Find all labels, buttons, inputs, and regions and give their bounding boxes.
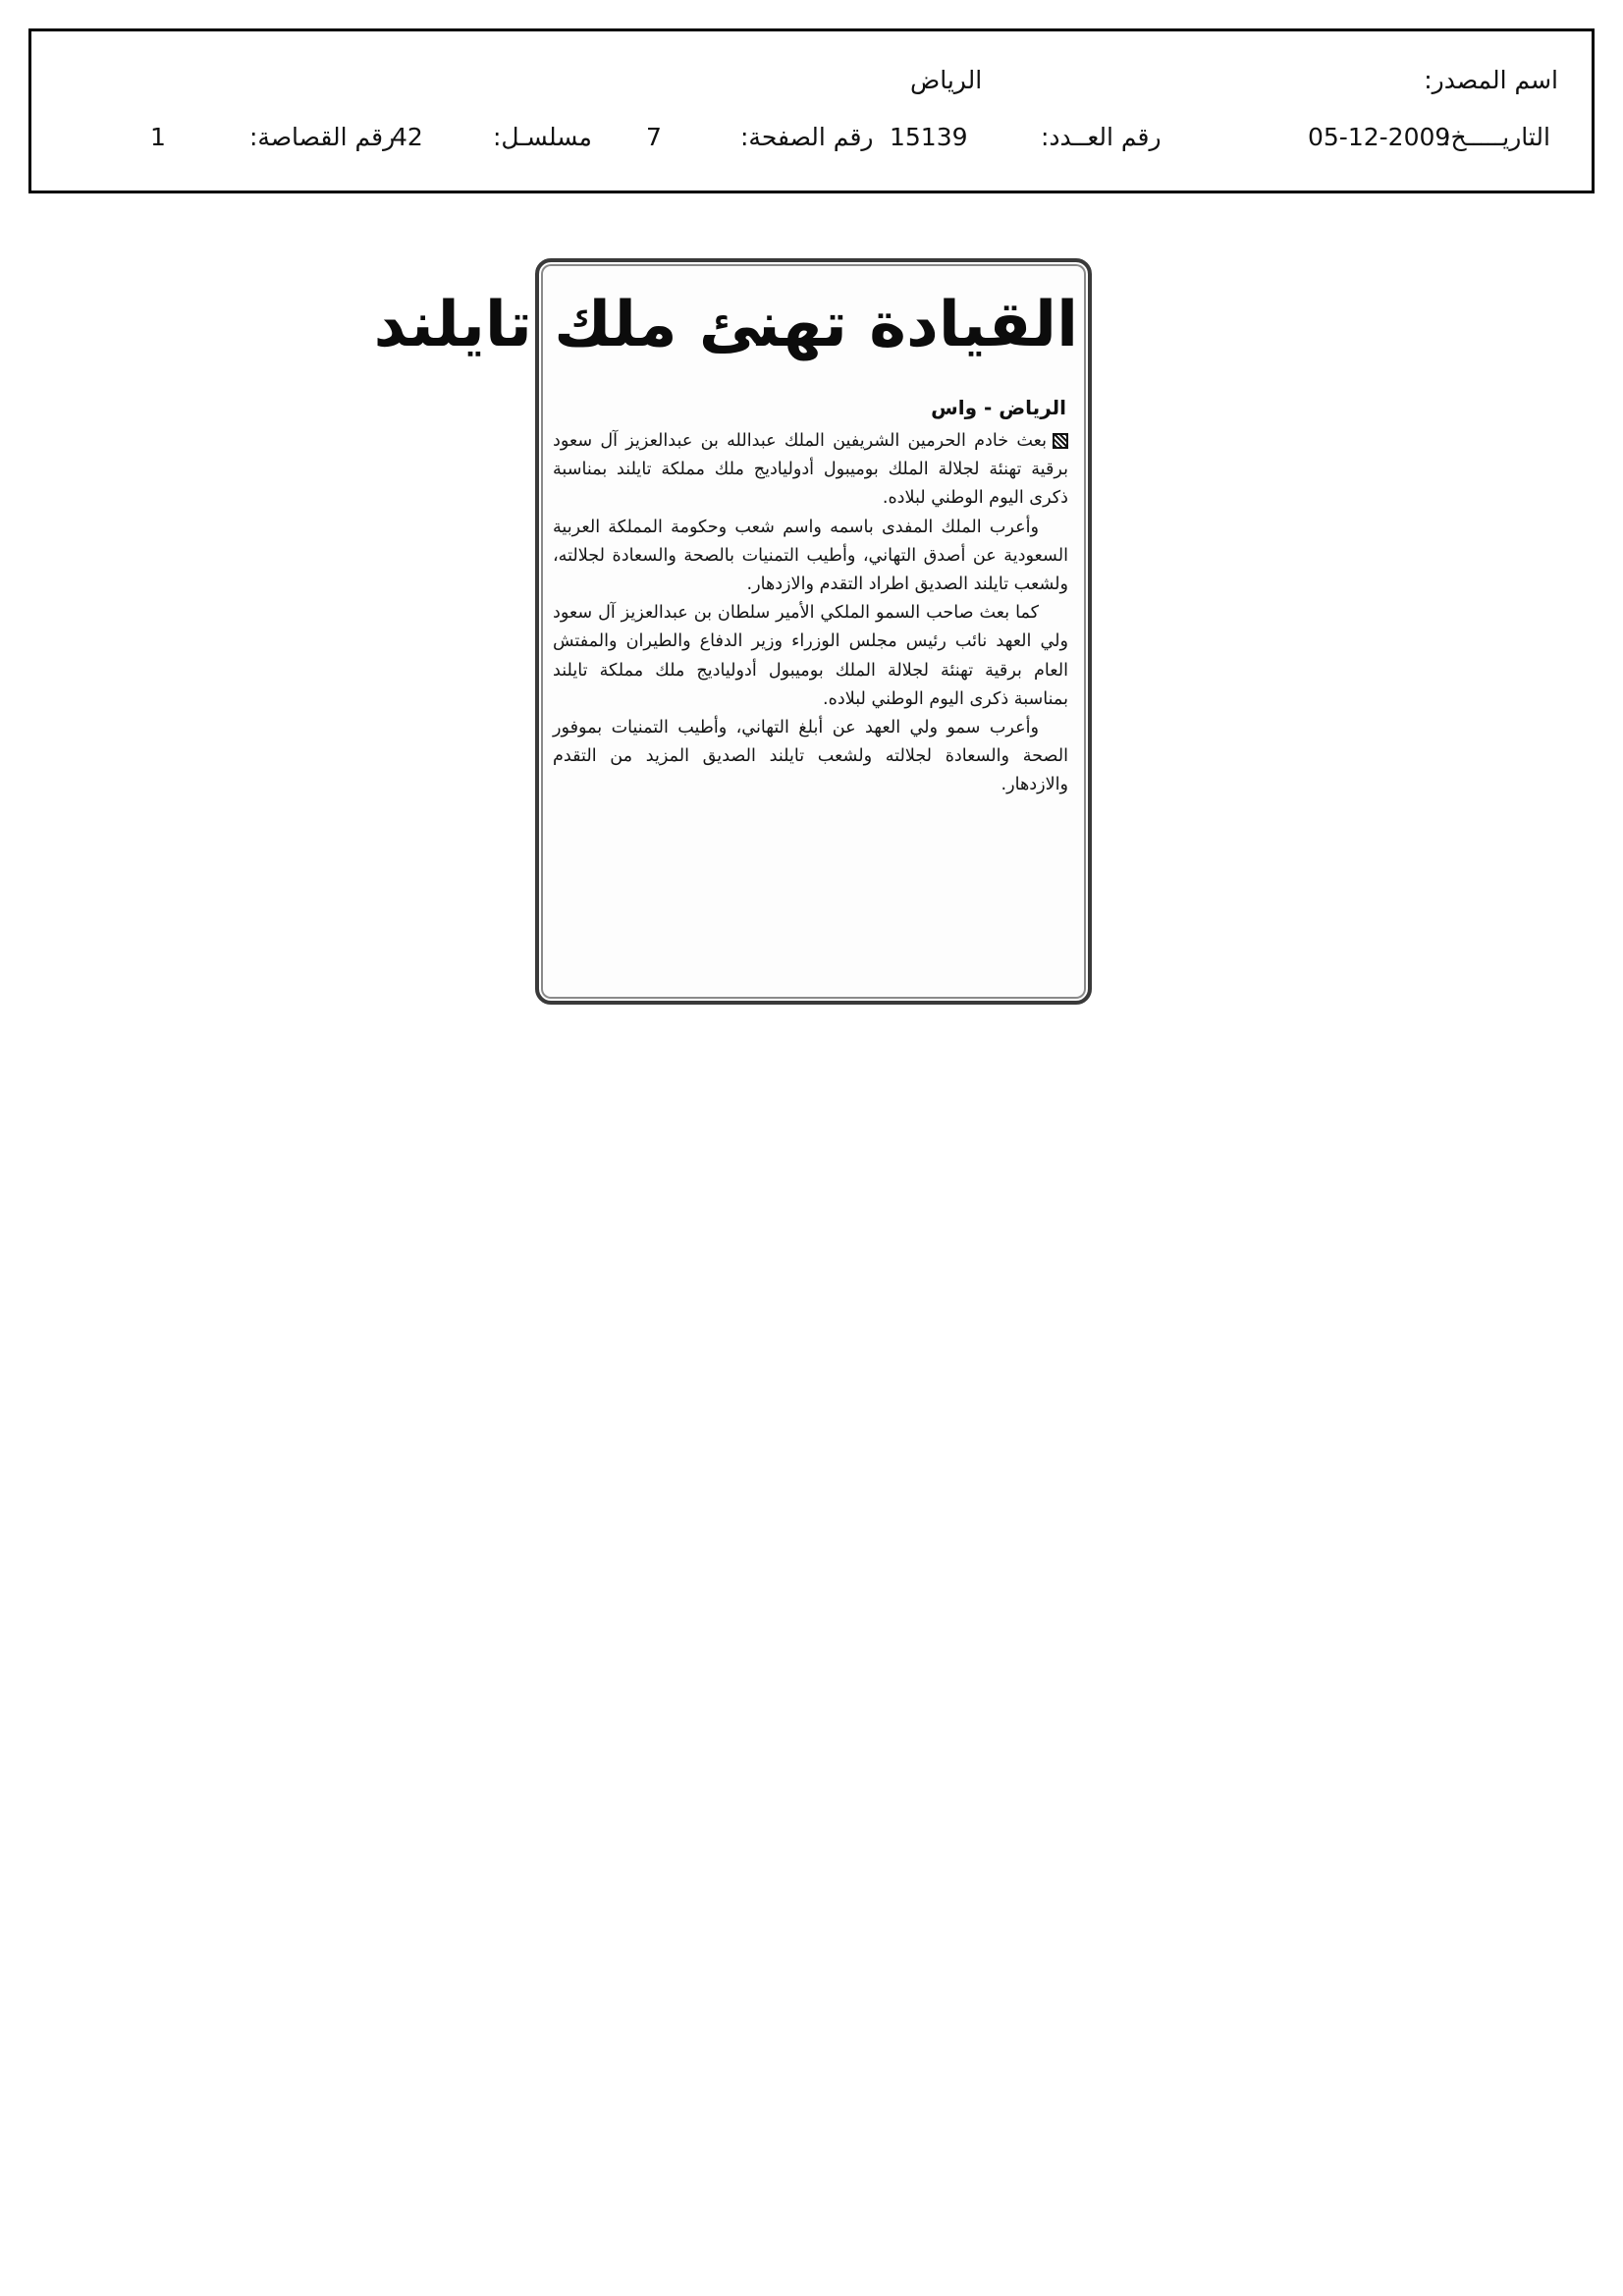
- article-paragraph-2: وأعرب الملك المفدى باسمه واسم شعب وحكومة المملكة العربية السعودية عن أصدق التهاني، وأطيب التمنيات بالصحة والسعادة لجلالته، ولشعب تايلند الصديق اطراد التقدم والازدهار.: [553, 517, 1068, 595]
- square-bullet-icon: [1053, 433, 1068, 449]
- source-metadata-box: [28, 28, 1595, 193]
- date-label: التاريـــــخ:: [1442, 123, 1550, 151]
- issue-value: 15139: [890, 123, 968, 151]
- source-label: اسم المصدر:: [1424, 66, 1558, 94]
- page-value: 7: [646, 123, 662, 151]
- page-label: رقم الصفحة:: [740, 123, 874, 151]
- metadata-row-source: [31, 61, 1592, 100]
- article-headline: القيادة تهنئ ملك تايلند: [373, 289, 1078, 361]
- article-paragraph-1: [553, 427, 1068, 514]
- article-paragraph-3: كما بعث صاحب السمو الملكي الأمير سلطان بن عبدالعزيز آل سعود ولي العهد نائب رئيس مجلس الوزراء وزير الدفاع والطيران والمفتش العام برقية تهنئة لجلالة الملك بوميبول أدولياديج ملك مملكة تايلند بمناسبة ذكرى اليوم الوطني لبلاده.: [553, 603, 1068, 709]
- article-body: [553, 427, 1068, 800]
- article-clipping: [373, 258, 1092, 1005]
- metadata-row-details: [31, 118, 1592, 157]
- article-paragraph-1-text: بعث خادم الحرمين الشريفين الملك عبدالله بن عبدالعزيز آل سعود برقية تهنئة لجلالة الملك بوميبول أدولياديج ملك مملكة تايلند بمناسبة ذكرى اليوم الوطني لبلاده.: [553, 431, 1068, 509]
- article-dateline: الرياض - واس: [931, 396, 1066, 419]
- article-paragraph-4: وأعرب سمو ولي العهد عن أبلغ التهاني، وأطيب التمنيات بموفور الصحة والسعادة لجلالته ولشعب تايلند الصديق المزيد من التقدم والازدهار.: [553, 718, 1068, 795]
- serial-value: 42: [392, 123, 423, 151]
- source-value: الرياض: [910, 66, 983, 94]
- serial-label: مسلسـل:: [493, 123, 592, 151]
- date-value: 05-12-2009: [1308, 123, 1451, 151]
- issue-label: رقم العــدد:: [1041, 123, 1162, 151]
- clip-number-value: 1: [150, 123, 166, 151]
- clip-number-label: رقم القصاصة:: [249, 123, 396, 151]
